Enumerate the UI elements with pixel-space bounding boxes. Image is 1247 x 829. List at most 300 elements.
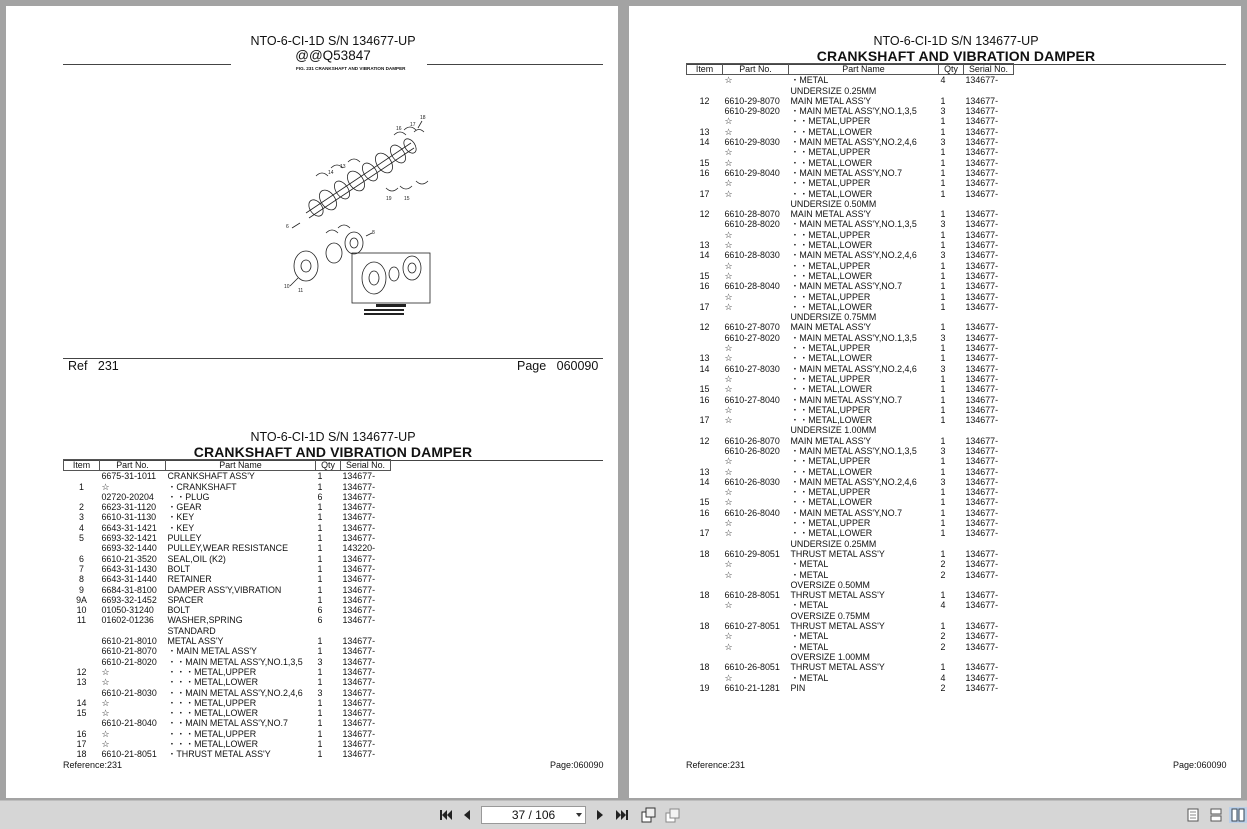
cell-serial-no: 134677- <box>965 137 999 148</box>
cell-part-no <box>723 611 789 621</box>
cell-qty: 1 <box>940 116 946 127</box>
cell-serial-no: 134677- <box>965 631 999 642</box>
cell-part-no: ☆ <box>724 157 733 168</box>
cell-item: 18 <box>699 548 710 559</box>
svg-text:14: 14 <box>328 170 334 176</box>
cell-part-no: 6610-27-8020 <box>724 332 780 343</box>
cell-item <box>687 230 723 240</box>
cell-part-no: ☆ <box>724 126 733 137</box>
table-row <box>687 662 1014 672</box>
cell-qty: 1 <box>317 543 323 554</box>
cell-part-no: ☆ <box>724 343 733 354</box>
cell-item <box>687 405 723 415</box>
cell-serial-no: 134677- <box>965 373 999 384</box>
cell-qty: 1 <box>940 188 946 199</box>
cell-item: 4 <box>79 522 84 533</box>
cell-part-name: METAL ASS'Y <box>167 636 224 647</box>
cell-item: 14 <box>699 476 710 487</box>
svg-text:13: 13 <box>340 164 346 170</box>
cell-item: 3 <box>79 512 84 523</box>
cell-part-name: MAIN METAL ASS'Y <box>790 95 872 106</box>
cell-part-name: BOLT <box>167 605 191 616</box>
cell-serial-no: 134677- <box>965 507 999 518</box>
cell-serial-no: 134677- <box>965 147 999 158</box>
table-row <box>687 673 1014 683</box>
cell-part-name: ・・METAL,LOWER <box>790 188 873 199</box>
cell-qty: 3 <box>317 687 323 698</box>
cell-qty: 1 <box>317 471 323 482</box>
cell-part-name: DAMPER ASS'Y,VIBRATION <box>167 584 282 595</box>
rotate-page-alt-icon <box>664 807 680 823</box>
pdf-toolbar <box>0 800 1247 829</box>
cell-serial-no: 134677- <box>342 718 376 729</box>
cell-part-name: CRANKSHAFT ASS'Y <box>167 471 255 482</box>
cell-part-name: THRUST METAL ASS'Y <box>790 548 885 559</box>
cell-item <box>687 570 723 580</box>
cell-serial-no <box>964 425 1014 435</box>
cell-part-name: ・METAL <box>790 631 829 642</box>
cell-qty: 1 <box>940 240 946 251</box>
cell-serial-no: 134677- <box>965 497 999 508</box>
svg-text:15: 15 <box>404 196 410 202</box>
cell-item: 13 <box>76 677 87 688</box>
cell-serial-no: 134677- <box>342 533 376 544</box>
cell-qty: 1 <box>317 749 323 760</box>
cell-item: 14 <box>699 363 710 374</box>
table-row <box>64 595 391 605</box>
cell-part-no: 6675-31-1011 <box>101 471 157 482</box>
cell-serial-no <box>341 626 391 636</box>
cell-part-no: ☆ <box>101 697 110 708</box>
column-header-part-name: Part Name <box>166 460 316 471</box>
cell-item <box>687 425 723 435</box>
cell-part-name: ・・MAIN METAL ASS'Y,NO.7 <box>167 718 288 729</box>
table-row <box>64 636 391 646</box>
cell-part-name: MAIN METAL ASS'Y <box>790 209 872 220</box>
cell-item <box>687 147 723 157</box>
svg-text:10: 10 <box>284 284 290 290</box>
column-header-part-no: Part No. <box>723 64 789 75</box>
cell-part-no <box>723 539 789 549</box>
cell-item: 2 <box>79 502 84 513</box>
cell-qty: 1 <box>940 260 946 271</box>
cell-item <box>687 611 723 621</box>
cell-item: 7 <box>79 563 84 574</box>
table-row <box>687 75 1014 86</box>
cell-qty: 3 <box>940 445 946 456</box>
cell-part-name: OVERSIZE 0.75MM <box>790 610 870 621</box>
table-row <box>64 564 391 574</box>
cell-item: 16 <box>699 394 710 405</box>
cell-part-name: ・MAIN METAL ASS'Y,NO.1,3,5 <box>790 445 917 456</box>
cell-serial-no: 134677- <box>965 662 999 673</box>
previous-page-icon <box>462 809 472 821</box>
cell-part-name: ・・METAL,UPPER <box>790 178 871 189</box>
cell-part-name: ・MAIN METAL ASS'Y,NO.1,3,5 <box>790 332 917 343</box>
cell-item: 9A <box>76 594 87 605</box>
cell-serial-no: 134677- <box>342 574 376 585</box>
cell-qty <box>939 652 964 662</box>
cell-part-no: 6610-26-8070 <box>724 435 780 446</box>
cell-part-no: ☆ <box>724 240 733 251</box>
cell-part-name: ・・METAL,UPPER <box>790 518 871 529</box>
cell-part-no: ☆ <box>724 631 733 642</box>
cell-item: 12 <box>699 435 710 446</box>
cell-qty: 3 <box>317 656 323 667</box>
cell-part-name: ・METAL <box>790 75 829 86</box>
cell-serial-no: 134677- <box>965 167 999 178</box>
cell-qty: 6 <box>317 615 323 626</box>
previous-page-button[interactable] <box>459 807 475 823</box>
cell-serial-no: 134677- <box>342 605 376 616</box>
cell-part-no: 6610-21-3520 <box>101 553 157 564</box>
cell-part-no: ☆ <box>724 147 733 158</box>
figure-caption: FIG. 231 CRANKSHAFT AND VIBRATION DAMPER <box>296 66 406 71</box>
cell-item: 15 <box>699 384 710 395</box>
cell-item <box>64 543 100 553</box>
cell-part-no <box>723 580 789 590</box>
cell-serial-no: 134677- <box>342 471 376 482</box>
cell-serial-no: 134677- <box>342 584 376 595</box>
cell-qty: 1 <box>940 662 946 673</box>
table-row <box>687 611 1014 621</box>
cell-part-name: ・・METAL,LOWER <box>790 384 873 395</box>
cell-part-no: ☆ <box>724 672 733 683</box>
table-row <box>687 168 1014 178</box>
cell-part-name: PULLEY <box>167 533 202 544</box>
cell-part-no: ☆ <box>101 739 110 750</box>
cell-serial-no: 134677- <box>965 590 999 601</box>
cell-item <box>687 343 723 353</box>
cell-part-name: ・MAIN METAL ASS'Y,NO.1,3,5 <box>790 219 917 230</box>
cell-part-no: ☆ <box>724 75 733 86</box>
cell-part-name: UNDERSIZE 1.00MM <box>790 425 877 436</box>
cell-part-name: OVERSIZE 0.50MM <box>790 579 870 590</box>
cell-part-no: 6610-28-8040 <box>724 281 780 292</box>
cell-serial-no: 143220- <box>342 543 376 554</box>
cell-qty: 1 <box>940 466 946 477</box>
next-page-button[interactable] <box>592 807 608 823</box>
column-header-item: Item <box>64 460 100 471</box>
cell-serial-no: 134677- <box>965 456 999 467</box>
cell-part-name: ・・METAL,LOWER <box>790 466 873 477</box>
last-page-button[interactable] <box>613 807 631 823</box>
cell-part-no: ☆ <box>724 188 733 199</box>
cell-item: 15 <box>699 497 710 508</box>
cell-part-name: ・METAL <box>790 672 829 683</box>
cell-serial-no: 134677- <box>965 682 999 693</box>
cell-part-no: ☆ <box>724 260 733 271</box>
table-row <box>64 626 391 636</box>
cell-qty: 3 <box>940 137 946 148</box>
cell-part-name: ・・METAL,LOWER <box>790 240 873 251</box>
first-page-button[interactable] <box>437 807 455 823</box>
cell-qty: 1 <box>940 209 946 220</box>
table-row <box>64 677 391 687</box>
table-row <box>687 518 1014 528</box>
table-row <box>687 250 1014 260</box>
cell-serial-no: 134677- <box>965 353 999 364</box>
cell-part-name: MAIN METAL ASS'Y <box>790 322 872 333</box>
parts-table <box>63 459 391 760</box>
cell-qty: 1 <box>940 126 946 137</box>
cell-item <box>64 626 100 636</box>
cell-part-no: ☆ <box>724 229 733 240</box>
cell-item: 16 <box>699 507 710 518</box>
page-number-select[interactable] <box>481 806 586 824</box>
cell-qty: 2 <box>940 559 946 570</box>
cell-part-name: UNDERSIZE 0.25MM <box>790 85 877 96</box>
cell-part-name: ・・METAL,LOWER <box>790 301 873 312</box>
cell-item <box>64 492 100 502</box>
cell-serial-no <box>964 652 1014 662</box>
cell-item: 18 <box>699 590 710 601</box>
cell-part-no: 6610-29-8030 <box>724 137 780 148</box>
cell-serial-no <box>964 539 1014 549</box>
cell-serial-no: 134677- <box>342 512 376 523</box>
parts-list-title: NTO-6-CI-1D S/N 134677-UP <box>873 34 1039 48</box>
column-header-part-name: Part Name <box>789 64 939 75</box>
cell-serial-no: 134677- <box>965 343 999 354</box>
single-page-view-icon <box>1187 808 1199 822</box>
cell-item: 15 <box>76 708 87 719</box>
table-row <box>64 667 391 677</box>
table-row <box>64 554 391 564</box>
cell-serial-no: 134677- <box>965 445 999 456</box>
cell-qty: 2 <box>940 641 946 652</box>
cell-part-no: ☆ <box>724 270 733 281</box>
cell-part-name: PIN <box>790 682 806 693</box>
cell-qty: 1 <box>940 281 946 292</box>
cell-serial-no: 134677- <box>965 209 999 220</box>
cell-qty <box>939 539 964 549</box>
cell-part-name: MAIN METAL ASS'Y <box>790 435 872 446</box>
cell-item: 15 <box>699 157 710 168</box>
cell-item <box>687 333 723 343</box>
cell-qty: 1 <box>317 728 323 739</box>
two-page-view-button[interactable] <box>1229 807 1247 823</box>
table-row <box>687 281 1014 291</box>
cell-part-name: ・・・METAL,LOWER <box>167 677 259 688</box>
table-row <box>687 374 1014 384</box>
table-row <box>64 533 391 543</box>
cell-part-no: 6610-21-8020 <box>101 656 157 667</box>
cell-part-no <box>723 312 789 322</box>
cell-item: 13 <box>699 353 710 364</box>
cell-qty: 4 <box>940 75 946 86</box>
table-row <box>687 405 1014 415</box>
cell-part-no: ☆ <box>724 178 733 189</box>
cell-qty: 1 <box>940 497 946 508</box>
cell-qty: 1 <box>940 322 946 333</box>
svg-text:17: 17 <box>410 122 416 128</box>
table-row <box>64 502 391 512</box>
cell-qty: 1 <box>317 697 323 708</box>
parts-table <box>686 63 1014 693</box>
cell-part-no: 6693-32-1440 <box>101 543 157 554</box>
cell-item: 13 <box>699 240 710 251</box>
cell-qty <box>939 312 964 322</box>
cell-part-no <box>723 199 789 209</box>
cell-qty: 1 <box>940 435 946 446</box>
ref-label: Ref 231 <box>68 359 119 373</box>
cell-part-no: 6610-21-8051 <box>101 749 157 760</box>
cell-item <box>64 471 100 482</box>
cell-serial-no: 134677- <box>965 476 999 487</box>
cell-part-name: ・・METAL,UPPER <box>790 456 871 467</box>
cell-serial-no: 134677- <box>965 250 999 261</box>
cell-part-no: ☆ <box>724 528 733 539</box>
cell-part-name: ・・METAL,UPPER <box>790 260 871 271</box>
table-row <box>687 631 1014 641</box>
table-row <box>687 683 1014 693</box>
cell-part-name: SPACER <box>167 594 204 605</box>
cell-qty: 4 <box>940 600 946 611</box>
cell-qty: 1 <box>940 291 946 302</box>
rotate-alt-button[interactable] <box>663 807 681 823</box>
cell-part-name: ・・METAL,LOWER <box>790 528 873 539</box>
cell-part-no: 6610-21-8010 <box>101 636 157 647</box>
cell-qty: 1 <box>940 270 946 281</box>
cell-part-name: ・・METAL,LOWER <box>790 126 873 137</box>
cell-part-no: ☆ <box>724 301 733 312</box>
column-header-serial-no: Serial No. <box>341 460 391 471</box>
cell-part-name: ・・METAL,UPPER <box>790 291 871 302</box>
column-header-serial-no: Serial No. <box>964 64 1014 75</box>
next-page-icon <box>595 809 605 821</box>
cell-part-name: ・MAIN METAL ASS'Y <box>167 646 257 657</box>
cell-item: 5 <box>79 533 84 544</box>
cell-serial-no: 134677- <box>965 178 999 189</box>
column-header-item: Item <box>687 64 723 75</box>
column-header-part-no: Part No. <box>100 460 166 471</box>
cell-part-no: 6623-31-1120 <box>101 502 157 513</box>
cell-part-no: ☆ <box>724 466 733 477</box>
cell-part-name: ・CRANKSHAFT <box>167 481 237 492</box>
cell-part-no: 6610-27-8070 <box>724 322 780 333</box>
cell-part-name: ・METAL <box>790 559 829 570</box>
cell-qty: 1 <box>317 666 323 677</box>
single-page-view-button[interactable] <box>1185 807 1201 823</box>
cell-part-no: ☆ <box>724 116 733 127</box>
cell-item: 14 <box>699 137 710 148</box>
cell-item: 9 <box>79 584 84 595</box>
cell-qty: 1 <box>940 301 946 312</box>
cell-item: 17 <box>699 301 710 312</box>
cell-serial-no: 134677- <box>342 615 376 626</box>
exploded-view-illustration <box>276 88 446 328</box>
cell-part-name: ・THRUST METAL ASS'Y <box>167 749 271 760</box>
table-row <box>64 605 391 615</box>
continuous-view-button[interactable] <box>1208 807 1224 823</box>
cell-part-name: ・・METAL,UPPER <box>790 404 871 415</box>
cell-item <box>687 116 723 126</box>
cell-part-no: ☆ <box>724 353 733 364</box>
cell-qty: 1 <box>940 404 946 415</box>
cell-part-name: ・・METAL,LOWER <box>790 157 873 168</box>
cell-item: 17 <box>699 188 710 199</box>
cell-qty: 1 <box>940 590 946 601</box>
cell-serial-no: 134677- <box>965 229 999 240</box>
cell-part-name: ・・・METAL,UPPER <box>167 728 257 739</box>
cell-part-no: ☆ <box>724 569 733 580</box>
table-row <box>64 698 391 708</box>
cell-serial-no: 134677- <box>342 563 376 574</box>
cell-qty: 6 <box>317 491 323 502</box>
two-page-view-icon <box>1231 808 1245 822</box>
cell-item <box>687 312 723 322</box>
cell-qty: 1 <box>940 518 946 529</box>
table-row <box>687 446 1014 456</box>
cell-part-no: ☆ <box>724 518 733 529</box>
table-row <box>687 106 1014 116</box>
cell-part-name: ・・MAIN METAL ASS'Y,NO.1,3,5 <box>167 656 303 667</box>
table-row <box>687 497 1014 507</box>
cell-serial-no: 134677- <box>965 219 999 230</box>
cell-qty: 1 <box>317 563 323 574</box>
cell-part-no: 6610-26-8020 <box>724 445 780 456</box>
cell-part-no: 01050-31240 <box>101 605 154 616</box>
cell-item <box>687 292 723 302</box>
table-row <box>687 467 1014 477</box>
cell-serial-no: 134677- <box>965 322 999 333</box>
table-row <box>687 415 1014 425</box>
cell-qty: 1 <box>940 157 946 168</box>
cell-part-name: ・MAIN METAL ASS'Y,NO.7 <box>790 281 903 292</box>
cell-part-no: 6610-27-8030 <box>724 363 780 374</box>
cell-item: 8 <box>79 574 84 585</box>
cell-qty: 1 <box>940 528 946 539</box>
cell-item: 10 <box>76 605 87 616</box>
cell-qty: 1 <box>317 512 323 523</box>
cell-part-no: ☆ <box>101 677 110 688</box>
table-row <box>687 539 1014 549</box>
table-row <box>64 523 391 533</box>
cell-item <box>687 374 723 384</box>
cell-qty <box>939 86 964 96</box>
cell-serial-no: 134677- <box>965 435 999 446</box>
cell-part-name: ・・METAL,LOWER <box>790 497 873 508</box>
cell-item <box>687 652 723 662</box>
cell-serial-no: 134677- <box>342 522 376 533</box>
footer-page: Page:060090 <box>1173 760 1227 770</box>
cell-part-name: ・MAIN METAL ASS'Y,NO.7 <box>790 507 903 518</box>
cell-qty: 4 <box>940 672 946 683</box>
cell-item <box>687 106 723 116</box>
cell-part-no: 6610-29-8020 <box>724 106 780 117</box>
cell-qty: 1 <box>940 353 946 364</box>
cell-qty: 1 <box>317 677 323 688</box>
cell-item: 11 <box>76 615 87 626</box>
cell-item <box>64 718 100 728</box>
table-row <box>64 585 391 595</box>
first-page-icon <box>439 809 453 821</box>
cell-item: 19 <box>699 682 710 693</box>
cell-item: 1 <box>79 481 84 492</box>
cell-qty: 2 <box>940 569 946 580</box>
cell-part-name: ・MAIN METAL ASS'Y,NO.2,4,6 <box>790 476 917 487</box>
cell-part-name: ・MAIN METAL ASS'Y,NO.2,4,6 <box>790 137 917 148</box>
cell-part-no: 6610-26-8030 <box>724 476 780 487</box>
cell-qty: 1 <box>940 167 946 178</box>
cell-item: 15 <box>699 270 710 281</box>
cell-part-name: STANDARD <box>167 625 216 636</box>
cell-serial-no <box>964 611 1014 621</box>
cell-item <box>687 631 723 641</box>
cell-item: 18 <box>76 749 87 760</box>
cell-qty: 1 <box>940 507 946 518</box>
rotate-button[interactable] <box>639 807 657 823</box>
